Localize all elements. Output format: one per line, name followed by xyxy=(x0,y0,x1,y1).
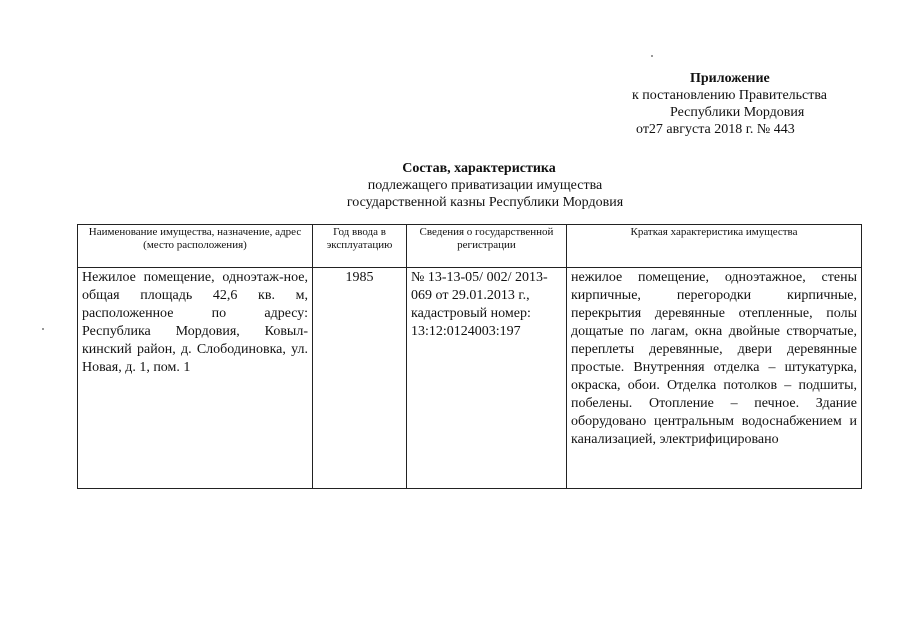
table-row xyxy=(78,268,862,489)
heading-subtitle-2: государственной казны Республики Мордовия xyxy=(346,195,624,210)
heading-subtitle-1: подлежащего приватизации имущества xyxy=(367,178,603,193)
document-heading xyxy=(290,160,680,211)
heading-title: Состав, характеристика xyxy=(402,161,556,176)
cell-registration: № 13-13-05/ 002/ 2013-069 от 29.01.2013 г., кадастровый номер: 13:12:0124003:197 xyxy=(407,268,567,489)
appendix-line-republic: Республики Мордовия xyxy=(670,105,805,120)
property-table xyxy=(77,224,862,489)
header-year: Год ввода в эксплуатацию xyxy=(313,225,407,268)
appendix-block xyxy=(600,70,880,138)
table-header-row xyxy=(78,225,862,268)
header-name: Наименование имущества, назначение, адрес (место расположения) xyxy=(78,225,313,268)
appendix-line-decree: к постановлению Правительства xyxy=(632,88,828,103)
cell-name: Нежилое помещение, одноэтаж-ное, общая площадь 42,6 кв. м, расположенное по адресу: Республика Мордовия, Ковыл-кинский район, д. Слободиновка, ул. Новая, д. 1, пом. 1 xyxy=(78,268,313,489)
scan-speck xyxy=(651,55,653,57)
appendix-title: Приложение xyxy=(690,71,770,86)
header-description: Краткая характеристика имущества xyxy=(567,225,862,268)
scan-speck xyxy=(42,328,44,330)
cell-year: 1985 xyxy=(313,268,407,489)
appendix-line-date: от27 августа 2018 г. № 443 xyxy=(636,122,795,137)
header-registration: Сведения о государственной регистрации xyxy=(407,225,567,268)
cell-description: нежилое помещение, одноэтажное, стены кирпичные, перегородки кирпичные, перекрытия деревянные отепленные, полы дощатые по лагам, окна двойные створчатые, переплеты деревянные, двери деревянные простые. Внутренняя отделка – штукатурка, окраска, обои. Отделка потолков – подшиты, побелены. Отопление – печное. Здание оборудовано центральным водоснабжением и канализацией, электрифицировано xyxy=(567,268,862,489)
